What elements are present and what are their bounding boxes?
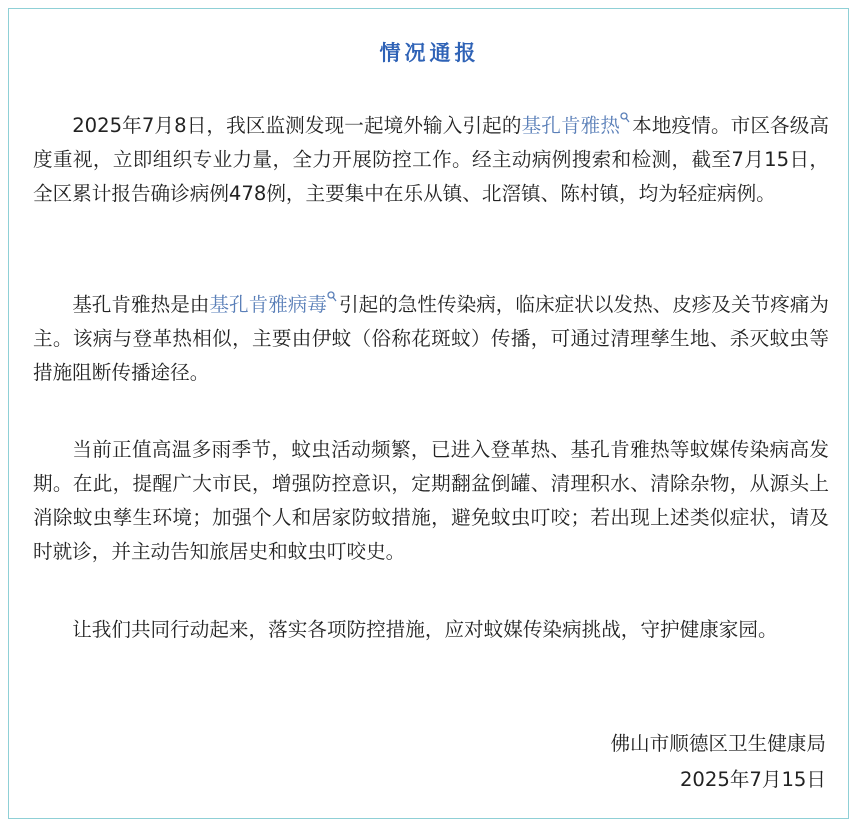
paragraph-prevention-advice: 当前正值高温多雨季节，蚊虫活动频繁，已进入登革热、基孔肯雅热等蚊媒传染病高发期。在此，提醒广大市民，增强防控意识，定期翻盆倒罐、清理积水、清除杂物，从源头上消除蚊虫孳生环境；加强个人和居家防蚊措施，避免蚊虫叮咬；若出现上述类似症状，请及时就诊，并主动告知旅居史和蚊虫叮咬史。 xyxy=(33,438,829,563)
paragraph-disease-text-2: 引起的急性传染病，临床症状以发热、皮疹及关节疼痛为主。该病与登革热相似，主要由伊蚊（俗称花斑蚊）传播，可通过清理孳生地、杀灭蚊虫等措施阻断传播途径。 xyxy=(33,293,830,384)
paragraph-outbreak xyxy=(33,109,829,211)
search-icon[interactable] xyxy=(620,112,630,124)
search-icon[interactable] xyxy=(327,291,337,303)
page-title: 情况通报 xyxy=(379,41,480,65)
signature-date: 2025年7月15日 xyxy=(679,768,826,791)
chikungunya-virus-link[interactable]: 基孔肯雅病毒 xyxy=(209,293,327,316)
paragraph-disease-text-1: 基孔肯雅热是由 xyxy=(72,293,210,316)
paragraph-outbreak-text-2: 本地疫情。市区各级高度重视，立即组织专业力量，全力开展防控工作。经主动病例搜索和检测，截至7月15日，全区累计报告确诊病例478例，主要集中在乐从镇、北滘镇、陈村镇，均为轻症病例。 xyxy=(33,114,830,205)
signature-organization: 佛山市顺德区卫生健康局 xyxy=(610,732,826,755)
paragraph-outbreak-text-1: 2025年7月8日，我区监测发现一起境外输入引起的 xyxy=(72,114,522,137)
paragraph-call-to-action: 让我们共同行动起来，落实各项防控措施，应对蚊媒传染病挑战，守护健康家园。 xyxy=(72,618,778,641)
chikungunya-fever-link[interactable]: 基孔肯雅热 xyxy=(521,114,621,137)
paragraph-disease-info xyxy=(33,288,829,390)
